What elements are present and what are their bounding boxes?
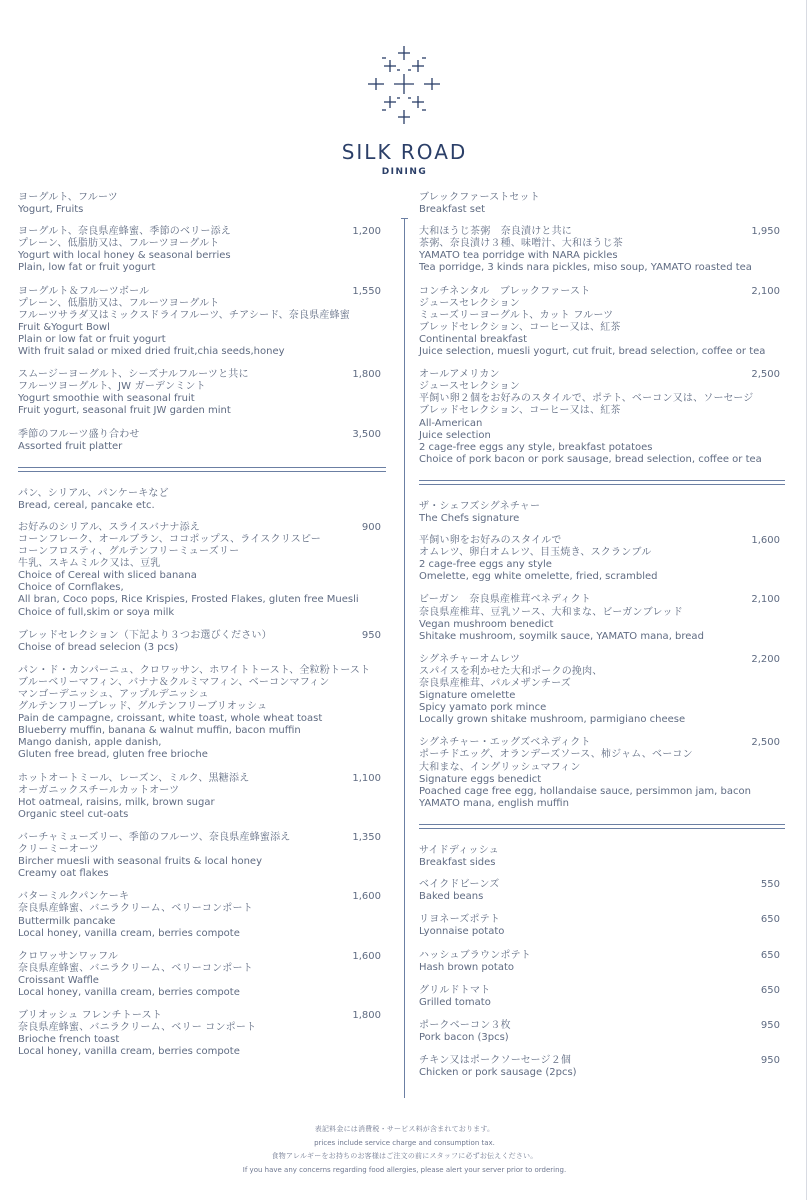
item-line: 大和ほうじ茶粥 奈良漬けと共に: [419, 226, 572, 238]
menu-item: [419, 737, 785, 810]
item-line: Baked beans: [419, 891, 484, 903]
item-line: Fruit yogurt, seasonal fruit JW garden mint: [18, 405, 231, 417]
item-line: Hash brown potato: [419, 961, 514, 973]
item-line: Hot oatmeal, raisins, milk, brown sugar: [18, 796, 215, 808]
item-line: All bran, Coco pops, Rice Krispies, Frosted Flakes, gluten free Muesli: [18, 594, 359, 606]
item-line: 奈良県産蜂蜜、バニラクリーム、ベリーコンポート: [18, 903, 253, 915]
section-heading-jp: ブレックファーストセット: [419, 192, 540, 203]
item-line: Omelette, egg white omelette, fried, scrambled: [419, 571, 658, 583]
item-line: Poached cage free egg, hollandaise sauce, persimmon jam, bacon: [419, 785, 751, 797]
item-line: Shitake mushroom, soymilk sauce, YAMATO mana, bread: [419, 630, 704, 642]
menu-item: [419, 950, 785, 974]
column-divider: [404, 218, 405, 1098]
item-price: 650: [760, 914, 780, 926]
item-price: 1,800: [352, 1010, 381, 1022]
menu-item: [419, 369, 785, 466]
section-heading: [18, 192, 386, 216]
item-line: Pain de campagne, croissant, white toast, whole wheat toast: [18, 713, 323, 725]
item-line: パン・ド・カンパーニュ、クロワッサン、ホワイトトースト、全粒粉トースト: [18, 664, 371, 676]
item-line: ブレッドセレクション、コーヒー又は、紅茶: [419, 321, 621, 333]
item-price: 950: [760, 1055, 780, 1067]
item-line: ヨーグルト＆フルーツボール: [18, 285, 150, 297]
item-line: シグネチャー・エッグズベネディクト: [419, 737, 591, 749]
item-line: Choice of Cereal with sliced banana: [18, 570, 197, 582]
menu-item: [18, 630, 386, 654]
item-line: Assorted fruit platter: [18, 440, 123, 452]
item-line: Local honey, vanilla cream, berries compote: [18, 986, 240, 998]
footer-line: prices include service charge and consumption tax.: [314, 1138, 495, 1147]
item-line: Choice of full,skim or soya milk: [18, 606, 175, 618]
menu-item: [18, 522, 386, 619]
item-line: ブレッドセレクション、コーヒー又は、紅茶: [419, 405, 621, 417]
item-price: 1,800: [352, 369, 381, 381]
item-line: ジュースセレクション: [419, 297, 520, 309]
item-price: 650: [760, 949, 780, 961]
item-line: Choice of pork bacon or pork sausage, bread selection, coffee or tea: [419, 453, 762, 465]
item-price: 2,100: [751, 594, 780, 606]
footer-line: 食物アレルギーをお持ちのお客様はご注文の前にスタッフに必ずお伝えください。: [271, 1152, 538, 1160]
item-line: 季節のフルーツ盛り合わせ: [18, 428, 140, 440]
section-rule: [419, 824, 785, 829]
item-price: 2,100: [751, 285, 780, 297]
item-line: 奈良県産蜂蜜、バニラクリーム、ベリーコンポート: [18, 962, 253, 974]
brand-subtitle: DINING: [381, 167, 428, 177]
item-line: ブレッドセレクション（下記より３つお選びください）: [18, 629, 272, 641]
item-line: 奈良県産蜂蜜、バニラクリーム、ベリー コンポート: [18, 1022, 257, 1034]
item-line: Creamy oat flakes: [18, 868, 109, 880]
item-line: 茶粥、奈良漬け３種、味噌汁、大和ほうじ茶: [419, 238, 623, 250]
menu-item: [419, 1020, 785, 1044]
item-line: Juice selection, muesli yogurt, cut fruit, bread selection, coffee or tea: [419, 346, 766, 358]
item-line: Yogurt with local honey & seasonal berries: [18, 250, 231, 262]
menu-item: [419, 654, 785, 727]
item-line: Croissant Waffle: [18, 974, 99, 986]
item-line: プレーン、低脂肪又は、フルーツヨーグルト: [18, 238, 220, 250]
item-price: 2,500: [751, 369, 780, 381]
item-line: Blueberry muffin, banana & walnut muffin, bacon muffin: [18, 725, 301, 737]
item-line: ホットオートミール、レーズン、ミルク、黒糖添え: [18, 772, 250, 784]
item-line: Locally grown shitake mushroom, parmigiano cheese: [419, 714, 686, 726]
item-line: コーンフレーク、オールブラン、ココポップス、ライスクリスピー: [18, 533, 321, 545]
menu-item: [18, 226, 386, 274]
item-line: Pork bacon (3pcs): [419, 1031, 509, 1043]
item-price: 2,500: [751, 737, 780, 749]
item-line: コーンフロスティ、グルテンフリーミューズリー: [18, 546, 240, 558]
item-price: 1,350: [352, 831, 381, 843]
item-line: 大和まな、イングリッシュマフィン: [419, 761, 581, 773]
section-heading: [419, 845, 785, 869]
item-line: バーチャミューズリー、季節のフルーツ、奈良県産蜂蜜添え: [18, 831, 291, 843]
item-line: 奈良県産椎茸、パルメザンチーズ: [419, 678, 571, 689]
item-line: Plain or low fat or fruit yogurt: [18, 333, 166, 345]
item-line: ミューズリーヨーグルト、カット フルーツ: [419, 309, 614, 321]
section-heading: [18, 488, 386, 512]
item-line: マンゴーデニッシュ、アップルデニッシュ: [18, 689, 209, 700]
item-price: 3,500: [352, 428, 381, 440]
item-line: Brioche french toast: [18, 1034, 120, 1046]
section-heading-jp: サイドディッシュ: [419, 844, 499, 856]
item-line: Yogurt smoothie with seasonal fruit: [18, 393, 195, 405]
item-line: ハッシュブラウンポテト: [419, 949, 531, 961]
item-line: ビーガン 奈良県産椎茸ベネディクト: [419, 594, 591, 606]
item-line: スパイスを利かせた大和ポークの挽肉、: [419, 665, 603, 677]
item-price: 2,200: [751, 653, 780, 665]
menu-item: [419, 286, 785, 359]
item-line: Juice selection: [419, 429, 491, 441]
item-line: 牛乳、スキムミルク又は、豆乳: [18, 558, 161, 570]
item-line: Spicy yamato pork mince: [419, 702, 547, 714]
item-line: 平飼い卵２個をお好みのスタイルで、ポテト、ベーコン又は、ソーセージ: [419, 393, 754, 405]
item-line: Bircher muesli with seasonal fruits & local honey: [18, 856, 262, 868]
item-line: フルーツサラダ又はミックスドライフルーツ、チアシード、奈良県産蜂蜜: [18, 309, 350, 321]
item-price: 1,600: [751, 535, 780, 547]
item-price: 950: [361, 629, 381, 641]
left-column: [18, 192, 386, 1069]
item-line: Signature omelette: [419, 690, 516, 702]
item-price: 650: [760, 984, 780, 996]
menu-item: [419, 879, 785, 903]
section-heading: [419, 501, 785, 525]
item-line: Gluten free bread, gluten free brioche: [18, 749, 208, 761]
section-heading-jp: ヨーグルト、フルーツ: [18, 192, 118, 203]
item-line: グリルドトマト: [419, 984, 491, 996]
item-line: Buttermilk pancake: [18, 915, 116, 927]
item-line: Plain, low fat or fruit yogurt: [18, 262, 156, 274]
item-line: ブルーベリーマフィン、バナナ＆クルミマフィン、ベーコンマフィン: [18, 676, 330, 688]
right-column: [419, 192, 785, 1090]
item-line: プレーン、低脂肪又は、フルーツヨーグルト: [18, 297, 220, 309]
item-line: グルテンフリーブレッド、グルテンフリーブリオッシュ: [18, 701, 268, 713]
footer-notes: [0, 1123, 809, 1177]
section-heading-en: Yogurt, Fruits: [18, 204, 84, 216]
section-heading-en: The Chefs signature: [419, 512, 520, 524]
item-line: バターミルクパンケーキ: [18, 891, 130, 903]
menu-item: [18, 286, 386, 359]
item-line: フルーツヨーグルト、JW ガーデンミント: [18, 381, 206, 393]
menu-item: [18, 951, 386, 999]
item-line: クロワッサンワッフル: [18, 950, 119, 962]
brand-title: SILK ROAD: [341, 140, 468, 164]
menu-item: [18, 1010, 386, 1058]
item-line: クリーミーオーツ: [18, 844, 99, 856]
menu-item: [18, 773, 386, 821]
section-heading-en: Bread, cereal, pancake etc.: [18, 499, 155, 511]
section-heading-en: Breakfast sides: [419, 857, 496, 869]
item-line: Choise of bread selecion (3 pcs): [18, 641, 179, 653]
item-line: オムレツ、卵白オムレツ、目玉焼き、スクランブル: [419, 547, 652, 559]
item-price: 1,550: [352, 285, 381, 297]
item-line: ジュースセレクション: [419, 381, 520, 393]
item-price: 1,950: [751, 226, 780, 238]
item-line: シグネチャーオムレツ: [419, 653, 521, 665]
item-line: Mango danish, apple danish,: [18, 737, 162, 749]
item-price: 1,100: [352, 772, 381, 784]
footer-line: If you have any concerns regarding food allergies, please alert your server prior to ordering.: [242, 1165, 567, 1174]
section-heading: [419, 192, 785, 216]
menu-item: [419, 226, 785, 274]
menu-item: [419, 1055, 785, 1079]
item-line: スムージーヨーグルト、シーズナルフルーツと共に: [18, 369, 249, 381]
section-rule: [419, 480, 785, 485]
item-line: Local honey, vanilla cream, berries compote: [18, 1046, 240, 1058]
menu-item: [419, 535, 785, 583]
item-line: コンチネンタル ブレックファースト: [419, 285, 591, 297]
item-price: 950: [760, 1019, 780, 1031]
item-line: ブリオッシュ フレンチトースト: [18, 1010, 163, 1022]
item-price: 1,200: [352, 226, 381, 238]
item-line: 平飼い卵をお好みのスタイルで: [419, 535, 562, 547]
silk-road-logo-icon: [364, 44, 444, 128]
menu-item: [419, 985, 785, 1009]
item-line: 奈良県産椎茸、豆乳ソース、大和まな、ビーガンブレッド: [419, 606, 683, 618]
item-line: チキン又はポークソーセージ２個: [419, 1055, 572, 1067]
item-line: Tea porridge, 3 kinds nara pickles, miso soup, YAMATO roasted tea: [419, 262, 752, 274]
item-price: 1,600: [352, 891, 381, 903]
menu-item: [419, 594, 785, 642]
menu-item: [18, 429, 386, 453]
item-line: 2 cage-free eggs any style: [419, 559, 552, 571]
item-price: 900: [361, 521, 381, 533]
item-line: With fruit salad or mixed dried fruit,chia seeds,honey: [18, 346, 285, 358]
page-edge: [806, 0, 807, 1200]
item-line: ポーチドエッグ、オランデーズソース、柿ジャム、ベーコン: [419, 749, 693, 761]
item-line: All-American: [419, 417, 483, 429]
menu-item: [18, 832, 386, 880]
item-price: 550: [760, 879, 780, 891]
item-line: ベイクドビーンズ: [419, 879, 500, 891]
item-line: YAMATO mana, english muffin: [419, 797, 569, 809]
menu-item: [18, 665, 386, 762]
item-line: Grilled tomato: [419, 996, 491, 1008]
item-line: リヨネーズポテト: [419, 914, 501, 926]
item-line: ヨーグルト、奈良県産蜂蜜、季節のベリー添え: [18, 226, 231, 238]
item-line: Choice of Cornflakes,: [18, 582, 124, 594]
item-line: Chicken or pork sausage (2pcs): [419, 1067, 577, 1079]
menu-item: [419, 914, 785, 938]
footer-line: 表記料金には消費税・サービス料が含まれております。: [314, 1125, 495, 1133]
item-line: 2 cage-free eggs any style, breakfast potatoes: [419, 441, 653, 453]
item-line: Organic steel cut-oats: [18, 808, 129, 820]
item-line: Vegan mushroom benedict: [419, 618, 554, 630]
menu-item: [18, 891, 386, 939]
section-heading-en: Breakfast set: [419, 204, 486, 216]
item-line: オーガニックスチールカットオーツ: [18, 784, 180, 796]
item-line: オールアメリカン: [419, 369, 500, 381]
item-price: 1,600: [352, 950, 381, 962]
item-line: ポークベーコン３枚: [419, 1019, 511, 1031]
section-heading-jp: パン、シリアル、パンケーキなど: [18, 487, 169, 499]
item-line: YAMATO tea porridge with NARA pickles: [419, 250, 618, 262]
section-rule: [18, 467, 386, 472]
item-line: Lyonnaise potato: [419, 926, 505, 938]
section-heading-jp: ザ・シェフズシグネチャー: [419, 500, 541, 512]
item-line: Signature eggs benedict: [419, 773, 542, 785]
item-line: Fruit &Yogurt Bowl: [18, 321, 110, 333]
item-line: お好みのシリアル、スライスバナナ添え: [18, 521, 200, 533]
item-line: Local honey, vanilla cream, berries compote: [18, 927, 240, 939]
item-line: Continental breakfast: [419, 333, 528, 345]
menu-item: [18, 369, 386, 417]
